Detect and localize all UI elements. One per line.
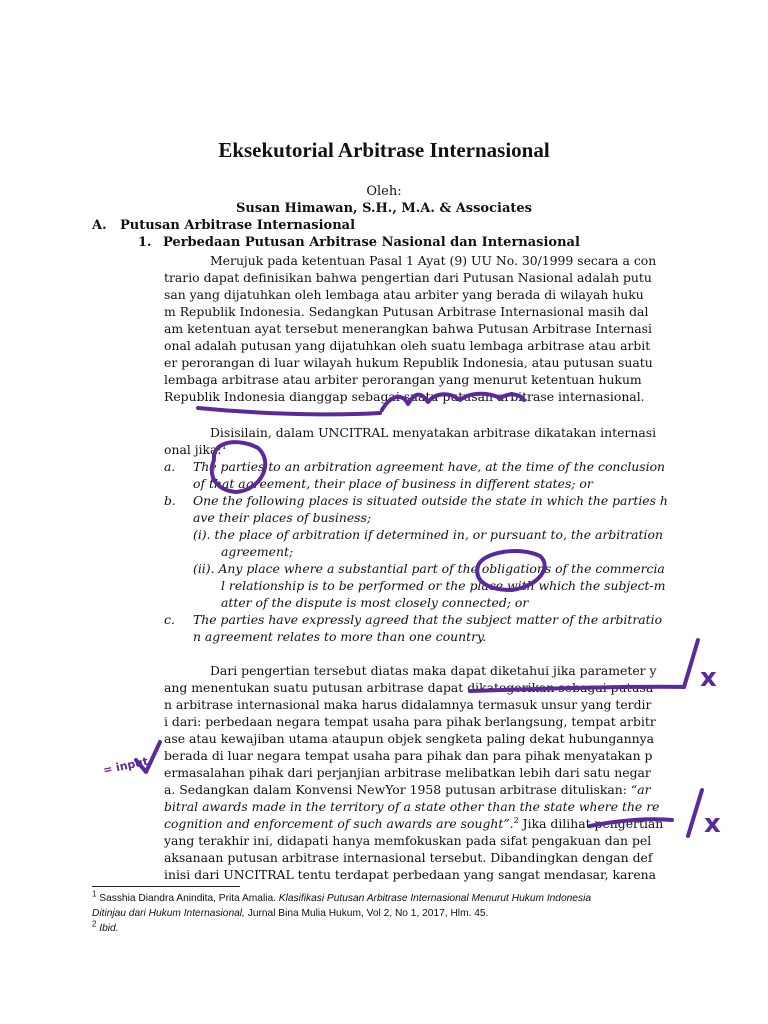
footnote-divider xyxy=(92,886,240,887)
sublist-item xyxy=(164,526,674,560)
ink-check-mark xyxy=(136,742,160,772)
text-line: The parties have expressly agreed that the subject matter of the arbitratio xyxy=(193,612,663,627)
footnote-2 xyxy=(92,921,682,936)
footnote-number: 1 xyxy=(92,889,97,899)
text-line: atter of the dispute is most closely connected; or xyxy=(221,595,529,610)
text-fragment: Jika dilihat pengertian xyxy=(518,816,664,831)
text-line: of that agreement, their place of business in different states; or xyxy=(193,476,593,491)
footnote-ref: 1 xyxy=(221,441,227,451)
text-line: Disisilain, dalam UNCITRAL menyatakan arbitrase dikatakan internasi xyxy=(210,425,657,440)
text-line: Merujuk pada ketentuan Pasal 1 Ayat (9) UU No. 30/1999 secara a con xyxy=(210,253,657,268)
text-line: er perorangan di luar wilayah hukum Republik Indonesia, atau putusan suatu xyxy=(164,355,653,370)
footnote-authors: Sasshia Diandra Anindita, Prita Amalia. xyxy=(96,893,279,904)
text-fragment: a. Sedangkan dalam Konvensi NewYor 1958 putusan arbitrase dituliskan: xyxy=(164,782,631,797)
text-line: berada di luar negara tempat usaha para pihak dan para pihak menyatakan p xyxy=(164,748,653,763)
criteria-list xyxy=(164,458,674,645)
text-line: ermasalahan pihak dari perjanjian arbitrase melibatkan lebih dari satu negar xyxy=(164,765,651,780)
text-line xyxy=(164,441,674,458)
footnote-title: Klasifikasi Putusan Arbitrase Internasional Menurut Hukum Indonesia xyxy=(278,893,591,904)
margin-note-right-bottom: x xyxy=(704,809,721,839)
text-line: n agreement relates to more than one country. xyxy=(193,629,487,644)
text-line: onal adalah putusan yang dijatuhkan oleh suatu lembaga arbitrase atau arbit xyxy=(164,338,651,353)
section-title: Putusan Arbitrase Internasional xyxy=(120,218,356,233)
text-line: One the following places is situated outside the state in which the parties h xyxy=(193,493,668,508)
text-line xyxy=(164,815,674,832)
footnote-ref: 2 xyxy=(513,815,519,825)
text-fragment: onal jika: xyxy=(164,442,222,457)
list-marker: c. xyxy=(164,612,175,627)
text-line: inisi dari UNCITRAL tentu terdapat perbedaan yang sangat mendasar, karena xyxy=(164,867,657,882)
byline-label: Oleh: xyxy=(366,184,402,199)
subsection-title: Perbedaan Putusan Arbitrase Nasional dan Internasional xyxy=(163,235,580,250)
author-name: Susan Himawan, S.H., M.A. & Associates xyxy=(236,201,532,216)
document-title: Eksekutorial Arbitrase Internasional xyxy=(218,138,550,162)
text-line: m Republik Indonesia. Sedangkan Putusan Arbitrase Internasional masih dal xyxy=(164,304,649,319)
ink-slash xyxy=(684,640,698,687)
list-item xyxy=(164,492,674,526)
section-heading xyxy=(92,218,355,233)
text-line: san yang dijatuhkan oleh lembaga atau arbiter yang berada di wilayah huku xyxy=(164,287,644,302)
text-line: ase atau kewajiban utama ataupun objek sengketa paling dekat hubungannya xyxy=(164,731,655,746)
footnote-title: Ditinjau dari Hukum Internasional, xyxy=(92,908,245,919)
text-line xyxy=(164,798,674,815)
text-line: (ii). Any place where a substantial part of the obligations of the commercia xyxy=(193,561,665,576)
footnote-source: Jurnal Bina Mulia Hukum, Vol 2, No 1, 2017, Hlm. 45. xyxy=(244,908,489,919)
text-line: The parties to an arbitration agreement have, at the time of the conclusion xyxy=(193,459,666,474)
text-line: Dari pengertian tersebut diatas maka dapat diketahui jika parameter y xyxy=(210,663,657,678)
text-line: ang menentukan suatu putusan arbitrase dapat dikategorikan sebagai putusa xyxy=(164,680,654,695)
paragraph-3 xyxy=(164,662,674,883)
footnote-text: Ibid. xyxy=(96,923,119,934)
list-item xyxy=(164,458,674,492)
text-line: agreement; xyxy=(221,544,294,559)
section-number: A. xyxy=(92,218,107,233)
margin-note-right-top: x xyxy=(700,663,717,693)
text-line: trario dapat definisikan bahwa pengertian dari Putusan Nasional adalah putu xyxy=(164,270,652,285)
list-marker: a. xyxy=(164,459,176,474)
text-line: l relationship is to be performed or the place with which the subject-m xyxy=(221,578,666,593)
ink-slash xyxy=(688,790,702,836)
margin-note-left: = input xyxy=(101,754,150,777)
text-line: yang terakhir ini, didapati hanya memfokuskan pada sifat pengakuan dan pel xyxy=(164,833,652,848)
ink-underline xyxy=(198,408,380,414)
text-line: n arbitrase internasional maka harus didalamnya termasuk unsur yang terdir xyxy=(164,697,652,712)
text-line: lembaga arbitrase atau arbiter perorangan yang menurut ketentuan hukum xyxy=(164,372,642,387)
text-line: aksanaan putusan arbitrase internasional tersebut. Dibandingkan dengan def xyxy=(164,850,653,865)
text-line: i dari: perbedaan negara tempat usaha para pihak berlangsung, tempat arbitr xyxy=(164,714,656,729)
quote-fragment: cognition and enforcement of such awards are sought”. xyxy=(164,816,514,831)
quote-fragment: “ar xyxy=(630,782,651,797)
text-line: ave their places of business; xyxy=(193,510,372,525)
quote-fragment: bitral awards made in the territory of a state other than the state where the re xyxy=(164,799,660,814)
list-marker: b. xyxy=(164,493,176,508)
text-line: Republik Indonesia dianggap sebagai suatu putusan arbitrase internasional. xyxy=(164,389,645,404)
text-line xyxy=(164,781,674,798)
list-item xyxy=(164,611,674,645)
text-line: am ketentuan ayat tersebut menerangkan bahwa Putusan Arbitrase Internasi xyxy=(164,321,653,336)
text-line: (i). the place of arbitration if determined in, or pursuant to, the arbitration xyxy=(193,527,663,542)
sublist-item xyxy=(164,560,674,611)
paragraph-1 xyxy=(164,252,674,405)
footnote-number: 2 xyxy=(92,919,97,929)
paragraph-2 xyxy=(164,424,674,458)
footnote-1 xyxy=(92,891,682,921)
subsection-heading xyxy=(138,235,580,250)
subsection-number: 1. xyxy=(138,235,152,250)
